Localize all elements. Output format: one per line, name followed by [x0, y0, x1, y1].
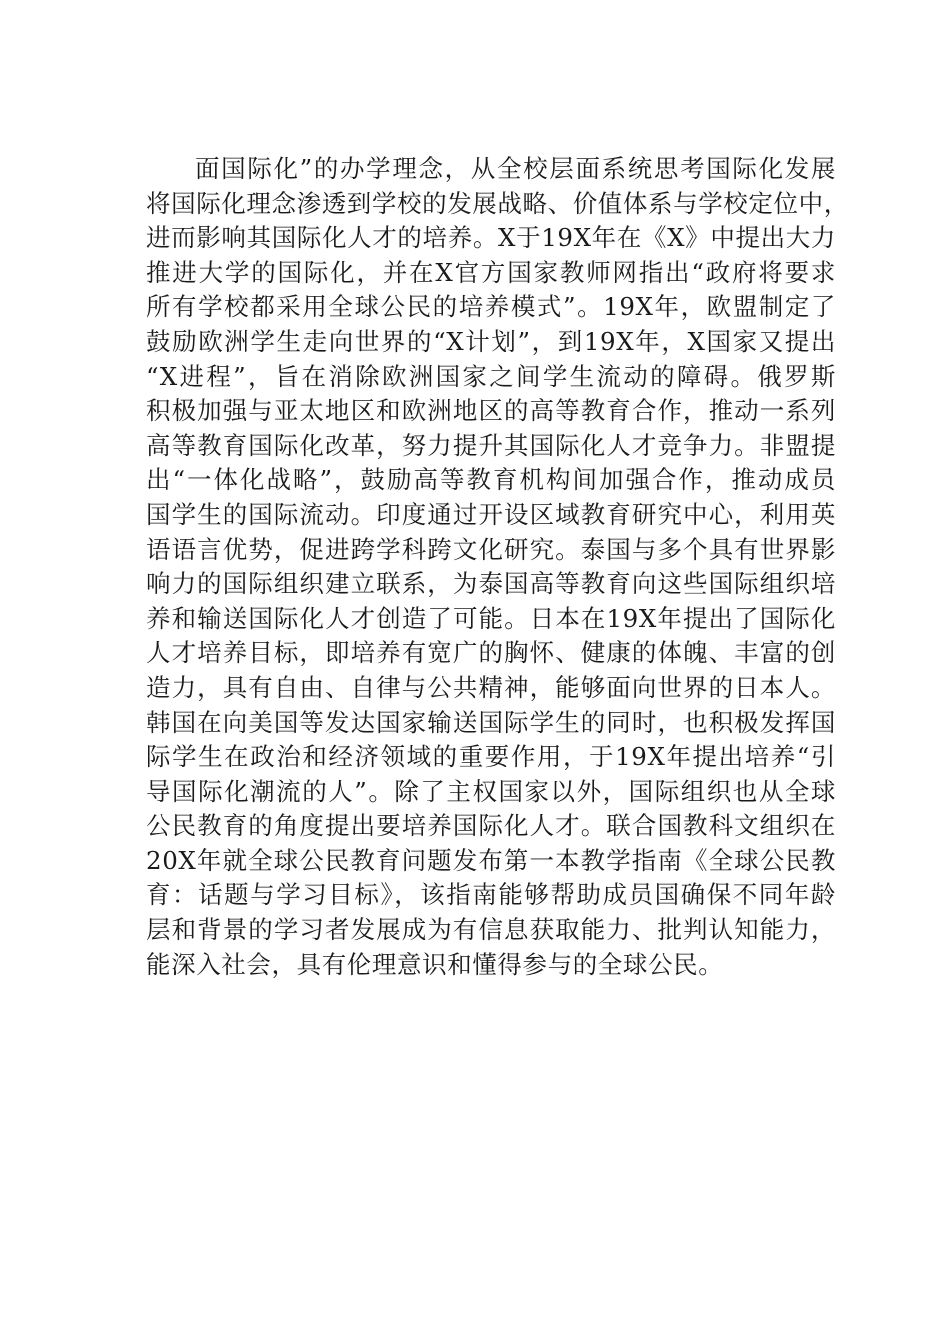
text-line: 鼓励欧洲学生走向世界的“X计划”，到19X年，X国家又提出 [146, 326, 836, 356]
text-line: 面国际化”的办学理念，从全校层面系统思考国际化发展 [195, 154, 836, 183]
text-line: 进而影响其国际化人才的培养。X于19X年在《X》中提出大力 [146, 223, 836, 253]
text-line: 出“一体化战略”，鼓励高等教育机构间加强合作，推动成员 [146, 465, 836, 495]
text-line: 语语言优势，促进跨学科跨文化研究。泰国与多个具有世界影 [146, 534, 836, 564]
text-line: 积极加强与亚太地区和欧洲地区的高等教育合作，推动一系列 [146, 396, 836, 426]
text-line: 能深入社会，具有伦理意识和懂得参与的全球公民。 [146, 949, 724, 979]
text-line: 人才培养目标，即培养有宽广的胸怀、健康的体魄、丰富的创 [146, 638, 836, 668]
text-line: 国学生的国际流动。印度通过开设区域教育研究中心，利用英 [146, 499, 836, 529]
text-line: 养和输送国际化人才创造了可能。日本在19X年提出了国际化 [146, 603, 836, 633]
text-line: “X进程”，旨在消除欧洲国家之间学生流动的障碍。俄罗斯 [146, 361, 836, 391]
text-line: 际学生在政治和经济领域的重要作用，于19X年提出培养“引 [146, 742, 836, 772]
text-line: 韩国在向美国等发达国家输送国际学生的同时，也积极发挥国 [146, 707, 836, 737]
text-line: 造力，具有自由、自律与公共精神，能够面向世界的日本人。 [146, 672, 836, 702]
text-line: 层和背景的学习者发展成为有信息获取能力、批判认知能力， [146, 915, 836, 945]
text-line: 响力的国际组织建立联系，为泰国高等教育向这些国际组织培 [146, 569, 836, 599]
text-line: 将国际化理念渗透到学校的发展战略、价值体系与学校定位中， [146, 188, 849, 218]
text-line: 20X年就全球公民教育问题发布第一本教学指南《全球公民教 [146, 845, 836, 875]
text-line: 导国际化潮流的人”。除了主权国家以外，国际组织也从全球 [146, 776, 836, 806]
text-line: 推进大学的国际化，并在X官方国家教师网指出“政府将要求 [146, 257, 836, 287]
text-line: 公民教育的角度提出要培养国际化人才。联合国教科文组织在 [146, 811, 836, 841]
text-line: 所有学校都采用全球公民的培养模式”。19X年，欧盟制定了 [146, 292, 836, 322]
body-paragraph [146, 152, 849, 982]
text-line: 育：话题与学习目标》，该指南能够帮助成员国确保不同年龄 [146, 880, 836, 910]
text-line: 高等教育国际化改革，努力提升其国际化人才竞争力。非盟提 [146, 430, 836, 460]
